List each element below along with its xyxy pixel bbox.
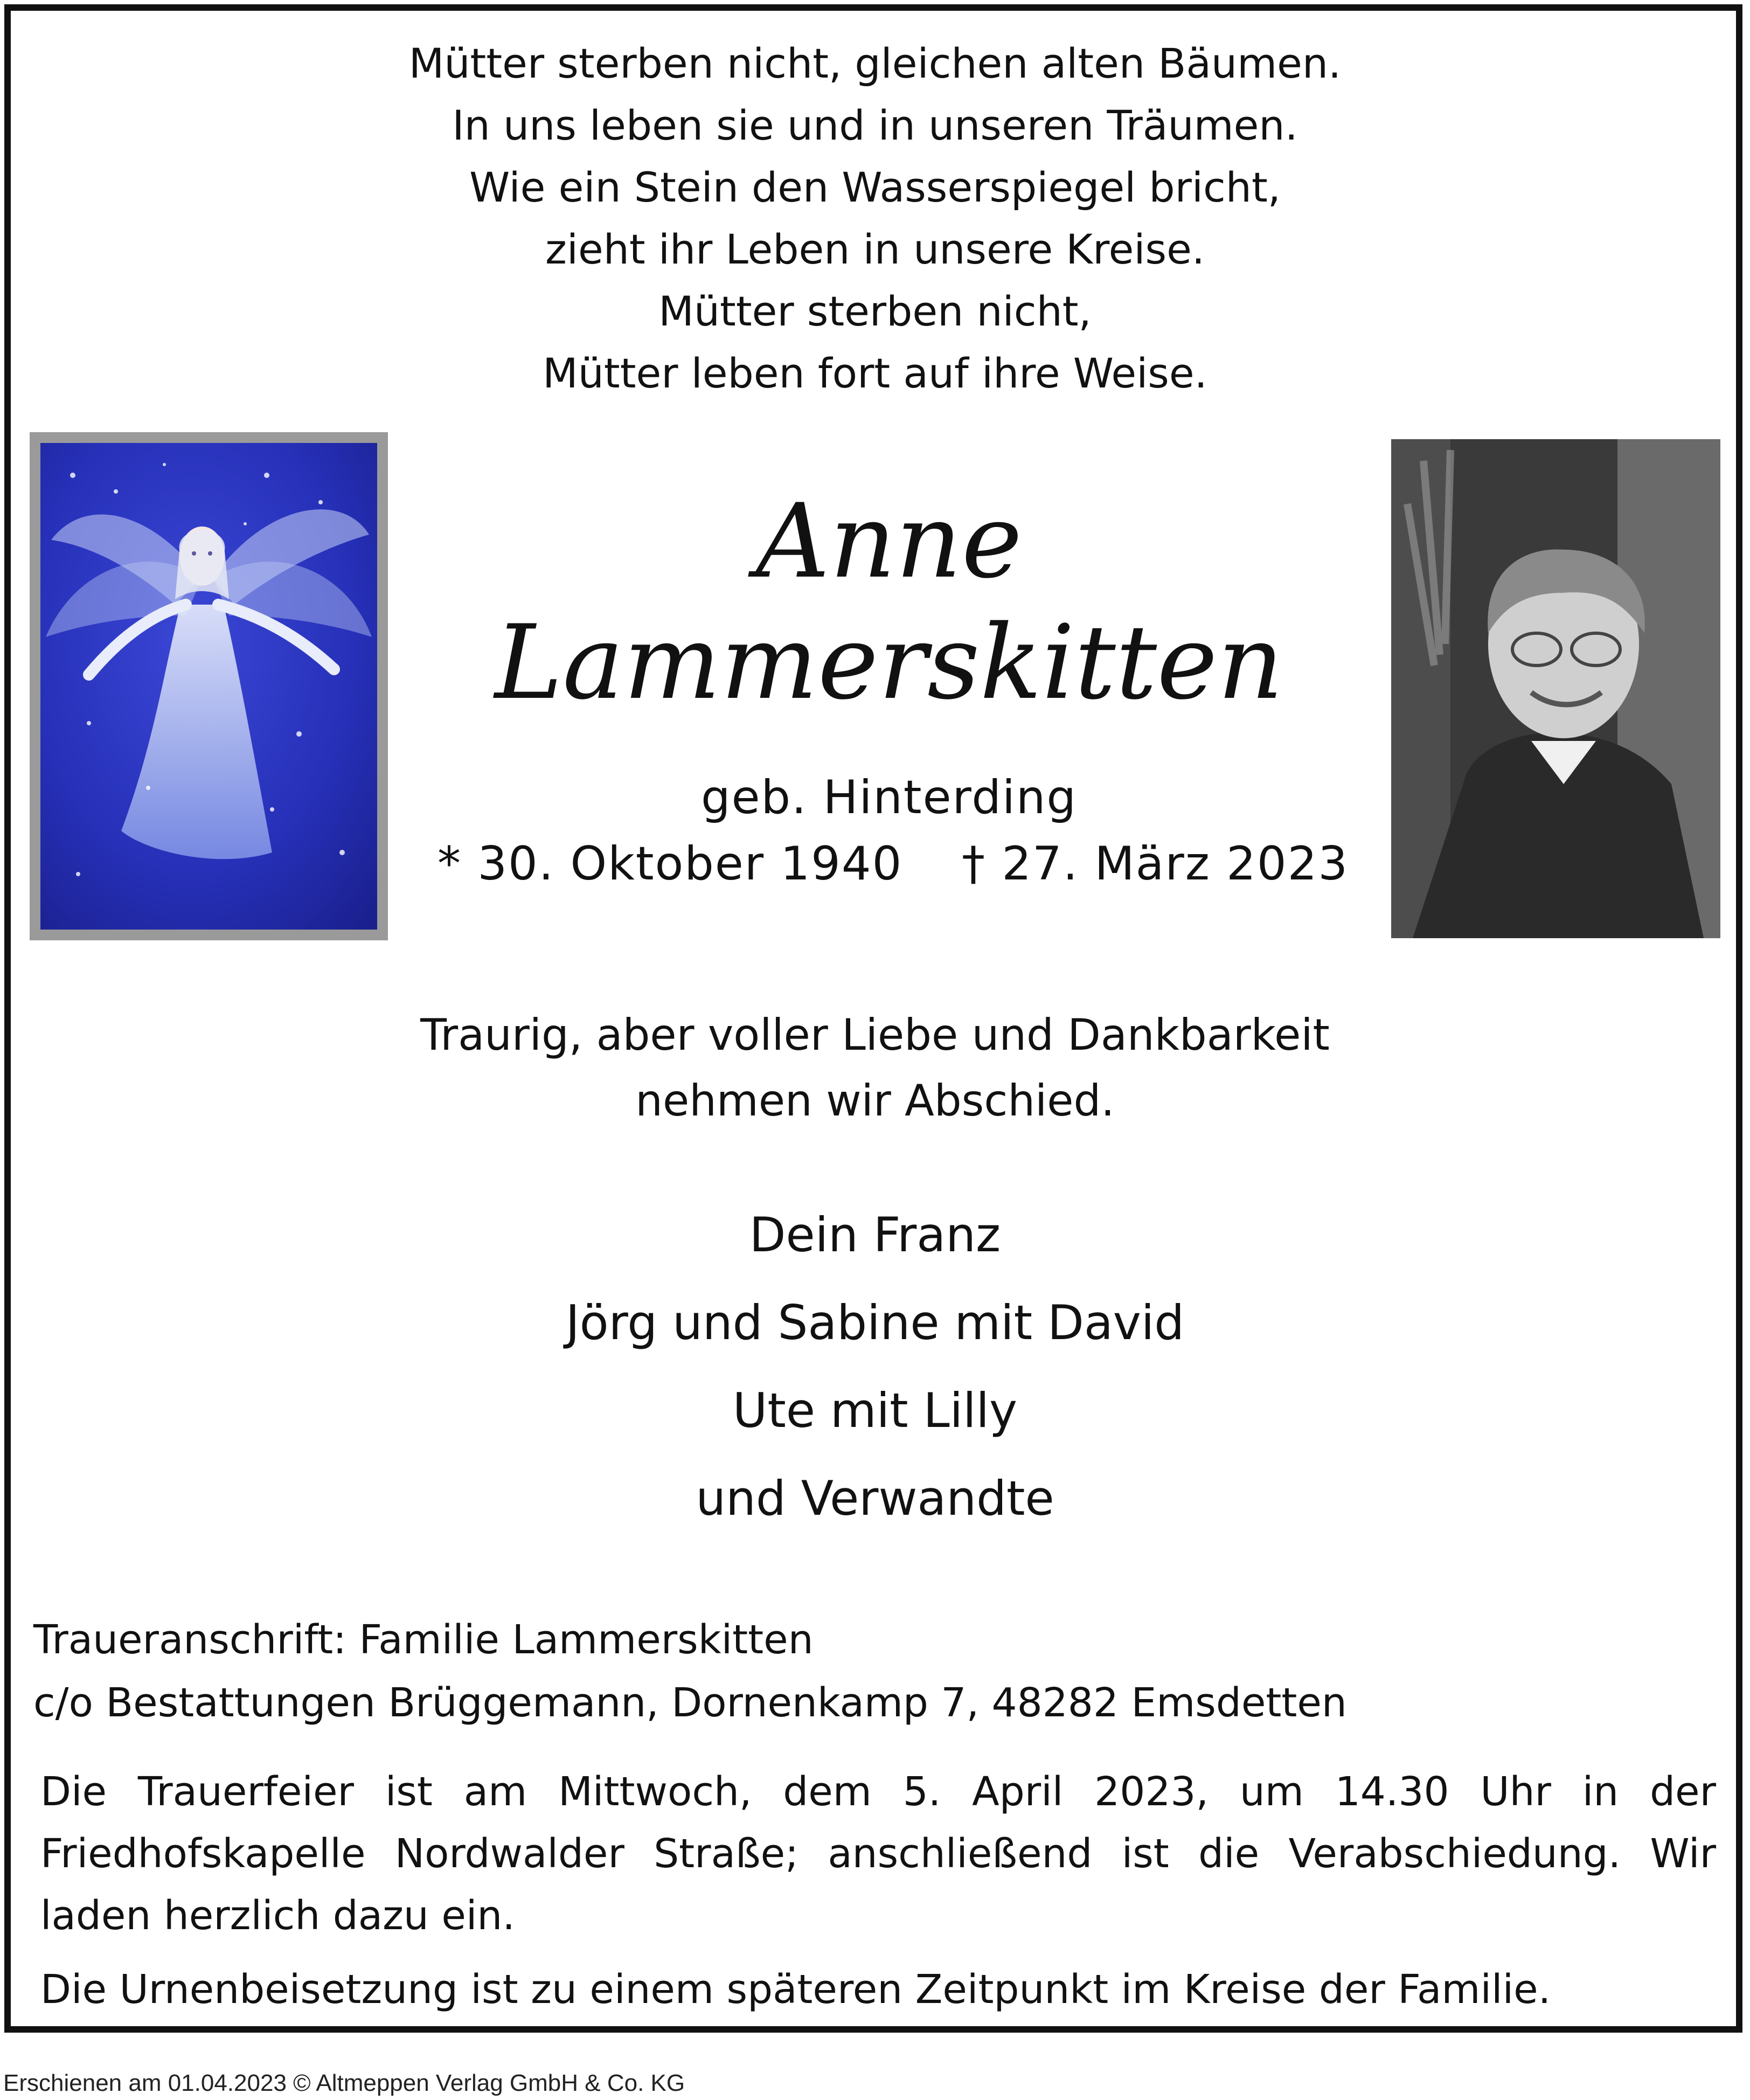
farewell-line: nehmen wir Abschied. (635, 1076, 1115, 1126)
address-line-1: Traueranschrift: Familie Lammerskitten (33, 1617, 814, 1663)
poem-line: Mütter sterben nicht, gleichen alten Bäumen. (408, 39, 1342, 87)
mourning-address (33, 1609, 1347, 1735)
service-info: Die Trauerfeier ist am Mittwoch, dem 5. April 2023, um 14.30 Uhr in der Friedhofskapelle Nordwalder Straße; anschließend ist die Verabschiedung. Wir laden herzlich dazu ein. (40, 1769, 1716, 1939)
portrait-photo-illustration (1391, 439, 1720, 938)
farewell-line: Traurig, aber voller Liebe und Dankbarkeit (420, 1010, 1330, 1060)
mourner-line: Dein Franz (749, 1207, 1001, 1263)
portrait-photo (1391, 439, 1720, 938)
mourner-line: Ute mit Lilly (732, 1383, 1018, 1438)
poem-line: Mütter sterben nicht, (658, 287, 1092, 335)
poem-line: Mütter leben fort auf ihre Weise. (543, 349, 1207, 397)
mourners-list (0, 1191, 1750, 1542)
angel-painting-illustration (40, 443, 377, 930)
burial-info: Die Urnenbeisetzung ist zu einem späteren Zeitpunkt im Kreise der Familie. (40, 1966, 1551, 2013)
mourner-line: Jörg und Sabine mit David (565, 1295, 1185, 1350)
poem-line: In uns leben sie und in unseren Träumen. (452, 101, 1298, 149)
farewell-text (0, 1002, 1750, 1134)
deceased-last-name: Lammerskitten (495, 603, 1283, 722)
mourner-line: und Verwandte (696, 1471, 1054, 1526)
death-date: † 27. März 2023 (962, 837, 1349, 891)
born-name: geb. Hinterding (701, 771, 1077, 824)
publication-footer: Erschienen am 01.04.2023 © Altmeppen Verlag GmbH & Co. KG (3, 2070, 685, 2096)
angel-painting (30, 432, 388, 940)
deceased-first-name: Anne (755, 482, 1023, 601)
poem-line: Wie ein Stein den Wasserspiegel bricht, (469, 163, 1281, 211)
address-line-2: c/o Bestattungen Brüggemann, Dornenkamp 7, 48282 Emsdetten (33, 1680, 1347, 1726)
poem-line: zieht ihr Leben in unsere Kreise. (545, 225, 1205, 273)
poem (0, 32, 1750, 404)
birth-date: * 30. Oktober 1940 (438, 837, 903, 891)
